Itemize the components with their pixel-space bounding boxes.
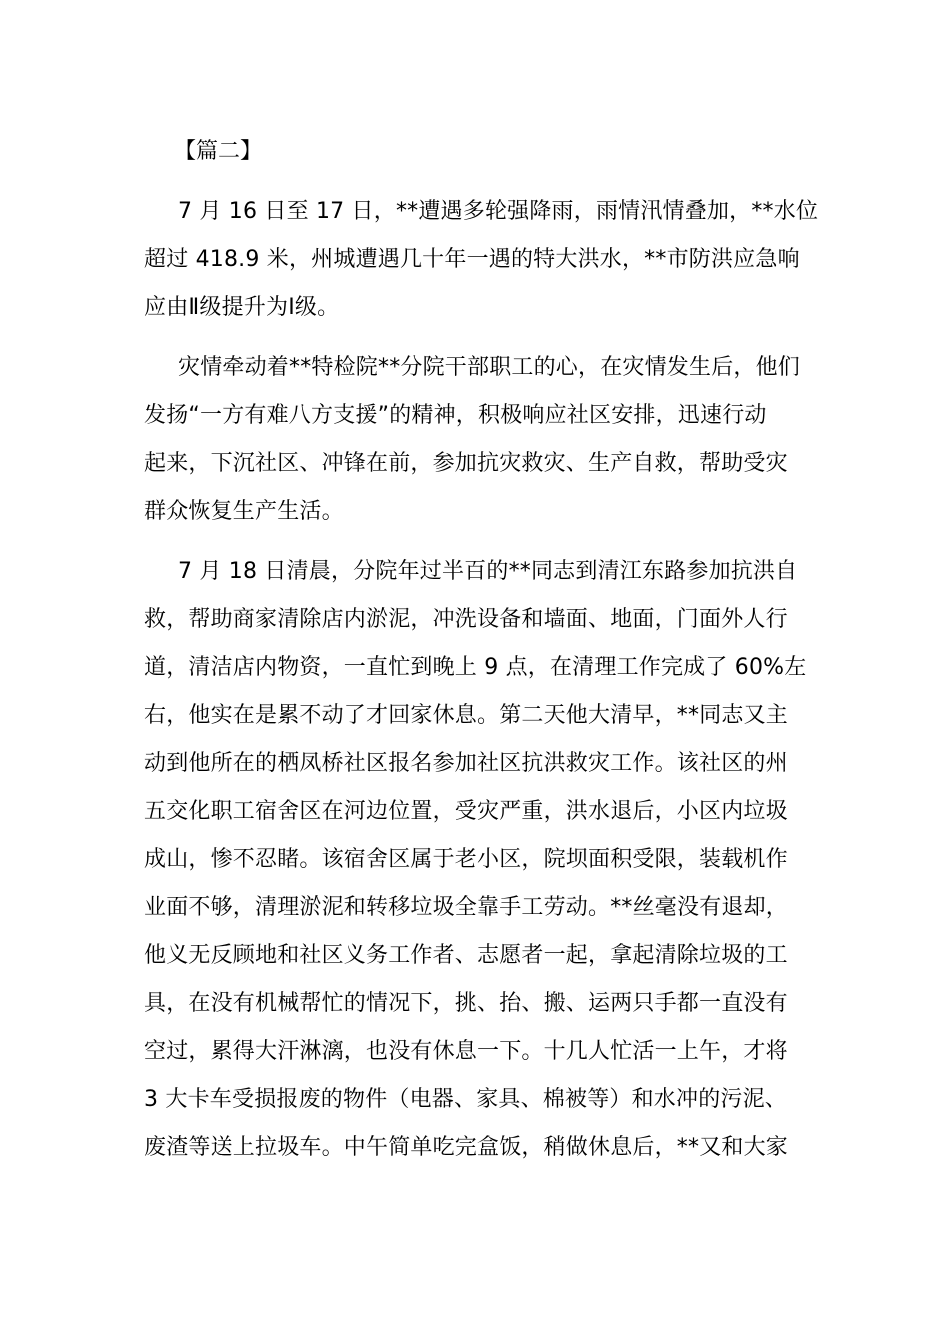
text-line: 应由Ⅱ级提升为Ⅰ级。 (144, 295, 340, 320)
text-line: 他义无反顾地和社区义务工作者、志愿者一起，拿起清除垃圾的工 (144, 943, 788, 968)
text-line: 灾情牵动着**特检院**分院干部职工的心，在灾情发生后，他们 (178, 355, 801, 380)
text-line: 具，在没有机械帮忙的情况下，挑、抬、搬、运两只手都一直没有 (144, 991, 788, 1016)
paragraph-3 (144, 548, 808, 1172)
section-heading: 【篇二】 (174, 139, 263, 164)
text-line: 右，他实在是累不动了才回家休息。第二天他大清早，**同志又主 (144, 703, 789, 728)
text-line: 7 月 16 日至 17 日，**遭遇多轮强降雨，雨情汛情叠加，**水位 (178, 199, 819, 224)
document-body (144, 128, 819, 1184)
paragraph-2 (144, 344, 808, 536)
text-line: 动到他所在的栖凤桥社区报名参加社区抗洪救灾工作。该社区的州 (144, 751, 788, 776)
text-line: 救，帮助商家清除店内淤泥，冲洗设备和墙面、地面，门面外人行 (144, 607, 788, 632)
text-line: 群众恢复生产生活。 (144, 499, 344, 524)
text-line: 发扬“一方有难八方支援”的精神，积极响应社区安排，迅速行动 (144, 403, 767, 428)
text-line: 废渣等送上拉圾车。中午简单吃完盒饭，稍做休息后，**又和大家 (144, 1135, 789, 1160)
paragraph-1 (144, 188, 819, 332)
text-line: 3 大卡车受损报废的物件（电器、家具、棉被等）和水冲的污泥、 (144, 1087, 787, 1112)
text-line: 空过，累得大汗淋漓，也没有休息一下。十几人忙活一上午，才将 (144, 1039, 788, 1064)
text-line: 五交化职工宿舍区在河边位置，受灾严重，洪水退后，小区内垃圾 (144, 799, 788, 824)
text-line: 成山，惨不忍睹。该宿舍区属于老小区，院坝面积受限，装载机作 (144, 847, 788, 872)
text-line: 超过 418.9 米，州城遭遇几十年一遇的特大洪水，**市防洪应急响 (144, 247, 800, 272)
text-line: 起来，下沉社区、冲锋在前，参加抗灾救灾、生产自救，帮助受灾 (144, 451, 788, 476)
text-line: 7 月 18 日清晨，分院年过半百的**同志到清江东路参加抗洪自 (178, 559, 798, 584)
text-line: 道，清洁店内物资，一直忙到晚上 9 点，在清理工作完成了 60%左 (144, 655, 807, 680)
text-line: 业面不够，清理淤泥和转移垃圾全靠手工劳动。**丝毫没有退却， (144, 895, 789, 920)
